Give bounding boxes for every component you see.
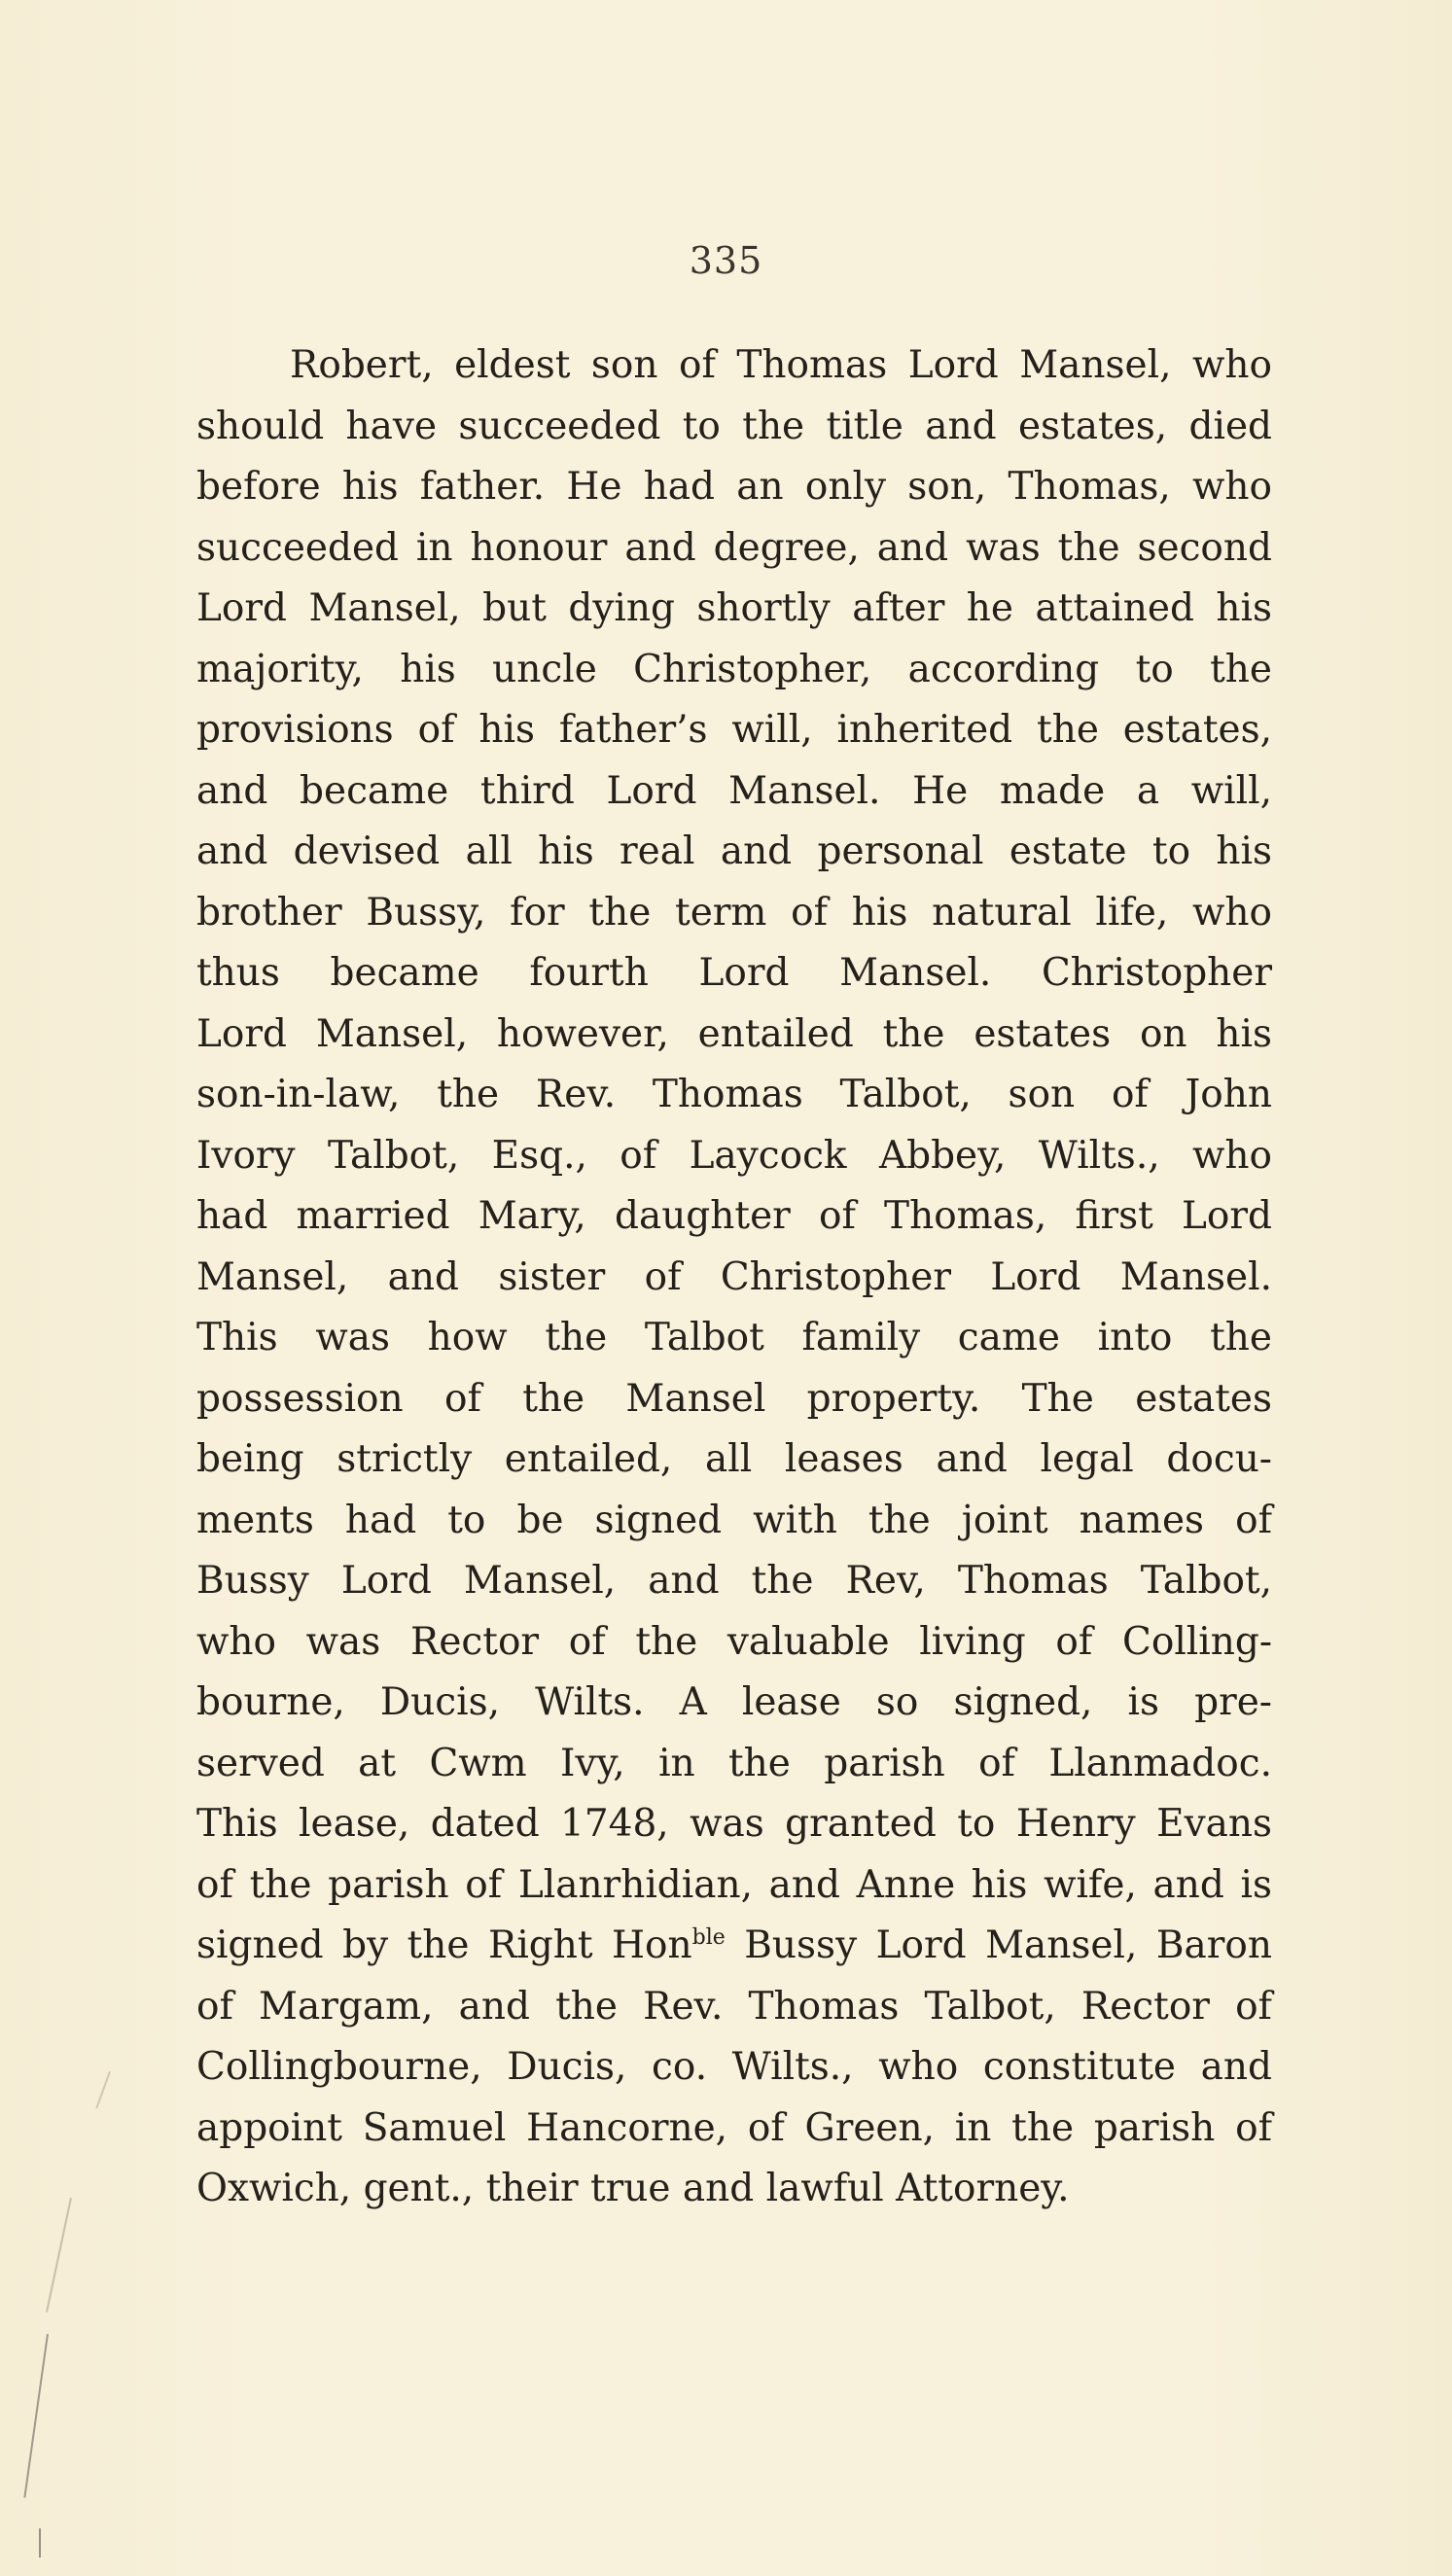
text-line: Ivory Talbot, Esq., of Laycock Abbey, Wilts., who	[196, 1133, 1272, 1178]
text-line: being strictly entailed, all leases and legal docu-	[196, 1437, 1272, 1481]
margin-pencil-mark	[46, 2198, 72, 2312]
text-line: Bussy Lord Mansel, and the Rev, Thomas Talbot,	[196, 1559, 1272, 1603]
text-line: of Margam, and the Rev. Thomas Talbot, Rector of	[196, 1984, 1272, 2029]
text-line: Mansel, and sister of Christopher Lord Mansel.	[196, 1254, 1272, 1299]
text-segment: signed by the Right Hon	[196, 1923, 692, 1967]
text-line: Lord Mansel, however, entailed the estates on his	[196, 1011, 1272, 1056]
text-line: before his father. He had an only son, Thomas, who	[196, 465, 1272, 509]
text-segment: Bussy Lord Mansel, Baron	[725, 1923, 1272, 1967]
text-line-with-superscript	[196, 1916, 1272, 1977]
text-line: provisions of his father’s will, inherited the estates,	[196, 708, 1272, 752]
margin-pencil-mark	[39, 2528, 41, 2558]
text-line: of the parish of Llanrhidian, and Anne his wife, and is	[196, 1862, 1272, 1907]
text-line: had married Mary, daughter of Thomas, first Lord	[196, 1194, 1272, 1238]
text-line: This was how the Talbot family came into the	[196, 1316, 1272, 1359]
text-line: Collingbourne, Ducis, co. Wilts., who constitute and	[196, 2045, 1272, 2089]
text-line: brother Bussy, for the term of his natural life, who	[196, 890, 1272, 935]
text-line: and devised all his real and personal estate to his	[196, 829, 1272, 873]
text-line: Oxwich, gent., their true and lawful Attorney.	[196, 2167, 1070, 2210]
text-line: majority, his uncle Christopher, according to the	[196, 647, 1272, 691]
text-line: served at Cwm Ivy, in the parish of Llanmadoc.	[196, 1741, 1272, 1785]
margin-pencil-mark	[23, 2334, 49, 2498]
superscript-abbreviation: ble	[691, 1925, 726, 1950]
margin-pencil-mark	[95, 2071, 111, 2108]
text-line: This lease, dated 1748, was granted to Henry Evans	[196, 1802, 1272, 1846]
page-number: 335	[689, 239, 763, 282]
text-line: and became third Lord Mansel. He made a will,	[196, 768, 1272, 813]
text-line: bourne, Ducis, Wilts. A lease so signed, is pre-	[196, 1680, 1272, 1724]
text-line: should have succeeded to the title and estates, died	[196, 404, 1272, 448]
text-line: ments had to be signed with the joint names of	[196, 1498, 1272, 1542]
text-line: thus became fourth Lord Mansel. Christopher	[196, 951, 1272, 995]
text-line: son-in-law, the Rev. Thomas Talbot, son of John	[196, 1073, 1272, 1116]
text-line: succeeded in honour and degree, and was the second	[196, 525, 1272, 570]
body-paragraph	[196, 335, 1272, 2220]
text-line: who was Rector of the valuable living of Colling-	[196, 1619, 1272, 1664]
text-line: possession of the Mansel property. The estates	[196, 1376, 1272, 1421]
text-line: Lord Mansel, but dying shortly after he attained his	[196, 586, 1272, 630]
text-line: Robert, eldest son of Thomas Lord Mansel, who	[290, 343, 1272, 387]
text-line: appoint Samuel Hancorne, of Green, in the parish of	[196, 2105, 1272, 2150]
